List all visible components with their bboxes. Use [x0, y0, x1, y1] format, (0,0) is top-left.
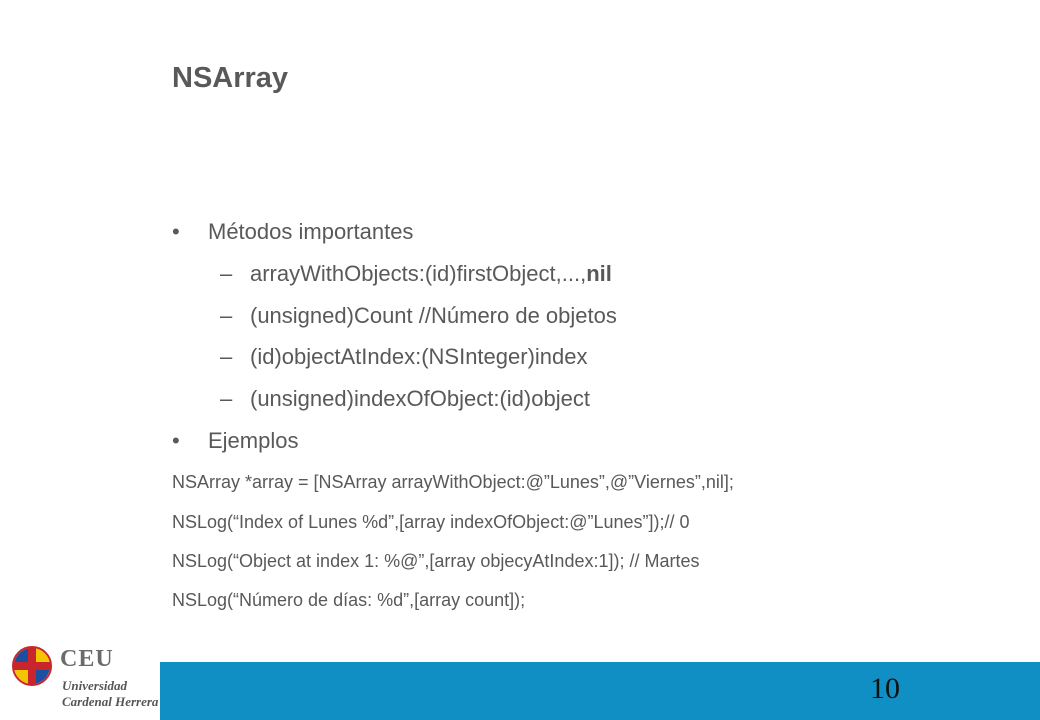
logo-line2: Cardenal Herrera — [62, 694, 159, 709]
code-line: NSLog(“Index of Lunes %d”,[array indexOfObject:@”Lunes”]);// 0 — [172, 512, 690, 532]
bullet-icon: • — [172, 219, 180, 244]
bullet-item — [172, 219, 413, 245]
dash-icon: – — [220, 386, 233, 411]
sub-item-text: (unsigned)Count //Número de objetos — [250, 303, 617, 328]
dash-icon: – — [220, 303, 233, 328]
sub-item — [220, 261, 612, 287]
footer-bar — [160, 662, 1040, 720]
sub-item-bold-text: nil — [586, 261, 612, 286]
sub-item — [220, 344, 588, 370]
bullet-icon: • — [172, 428, 180, 453]
logo-line1: Universidad — [62, 678, 127, 693]
bullet-text: Ejemplos — [208, 428, 299, 453]
bullet-item — [172, 428, 298, 454]
sub-item — [220, 303, 617, 329]
code-line: NSLog(“Número de días: %d”,[array count]); — [172, 590, 526, 610]
code-line: NSArray *array = [NSArray arrayWithObject:@”Lunes”,@”Viernes”,nil]; — [172, 472, 734, 492]
ceu-cross-icon — [12, 646, 52, 686]
university-logo — [10, 644, 159, 716]
dash-icon: – — [220, 344, 233, 369]
sub-item — [220, 386, 590, 412]
code-line: NSLog(“Object at index 1: %@”,[array objecyAtIndex:1]); // Martes — [172, 551, 700, 571]
sub-item-text: (unsigned)indexOfObject:(id)object — [250, 386, 590, 411]
bullet-text: Métodos importantes — [208, 219, 414, 244]
page-number: 10 — [870, 672, 900, 705]
sub-item-text: (id)objectAtIndex:(NSInteger)index — [250, 344, 588, 369]
logo-name: CEU — [60, 646, 114, 672]
dash-icon: – — [220, 261, 233, 286]
slide-title: NSArray — [172, 62, 289, 94]
sub-item-text: arrayWithObjects:(id)firstObject,..., — [250, 261, 587, 286]
